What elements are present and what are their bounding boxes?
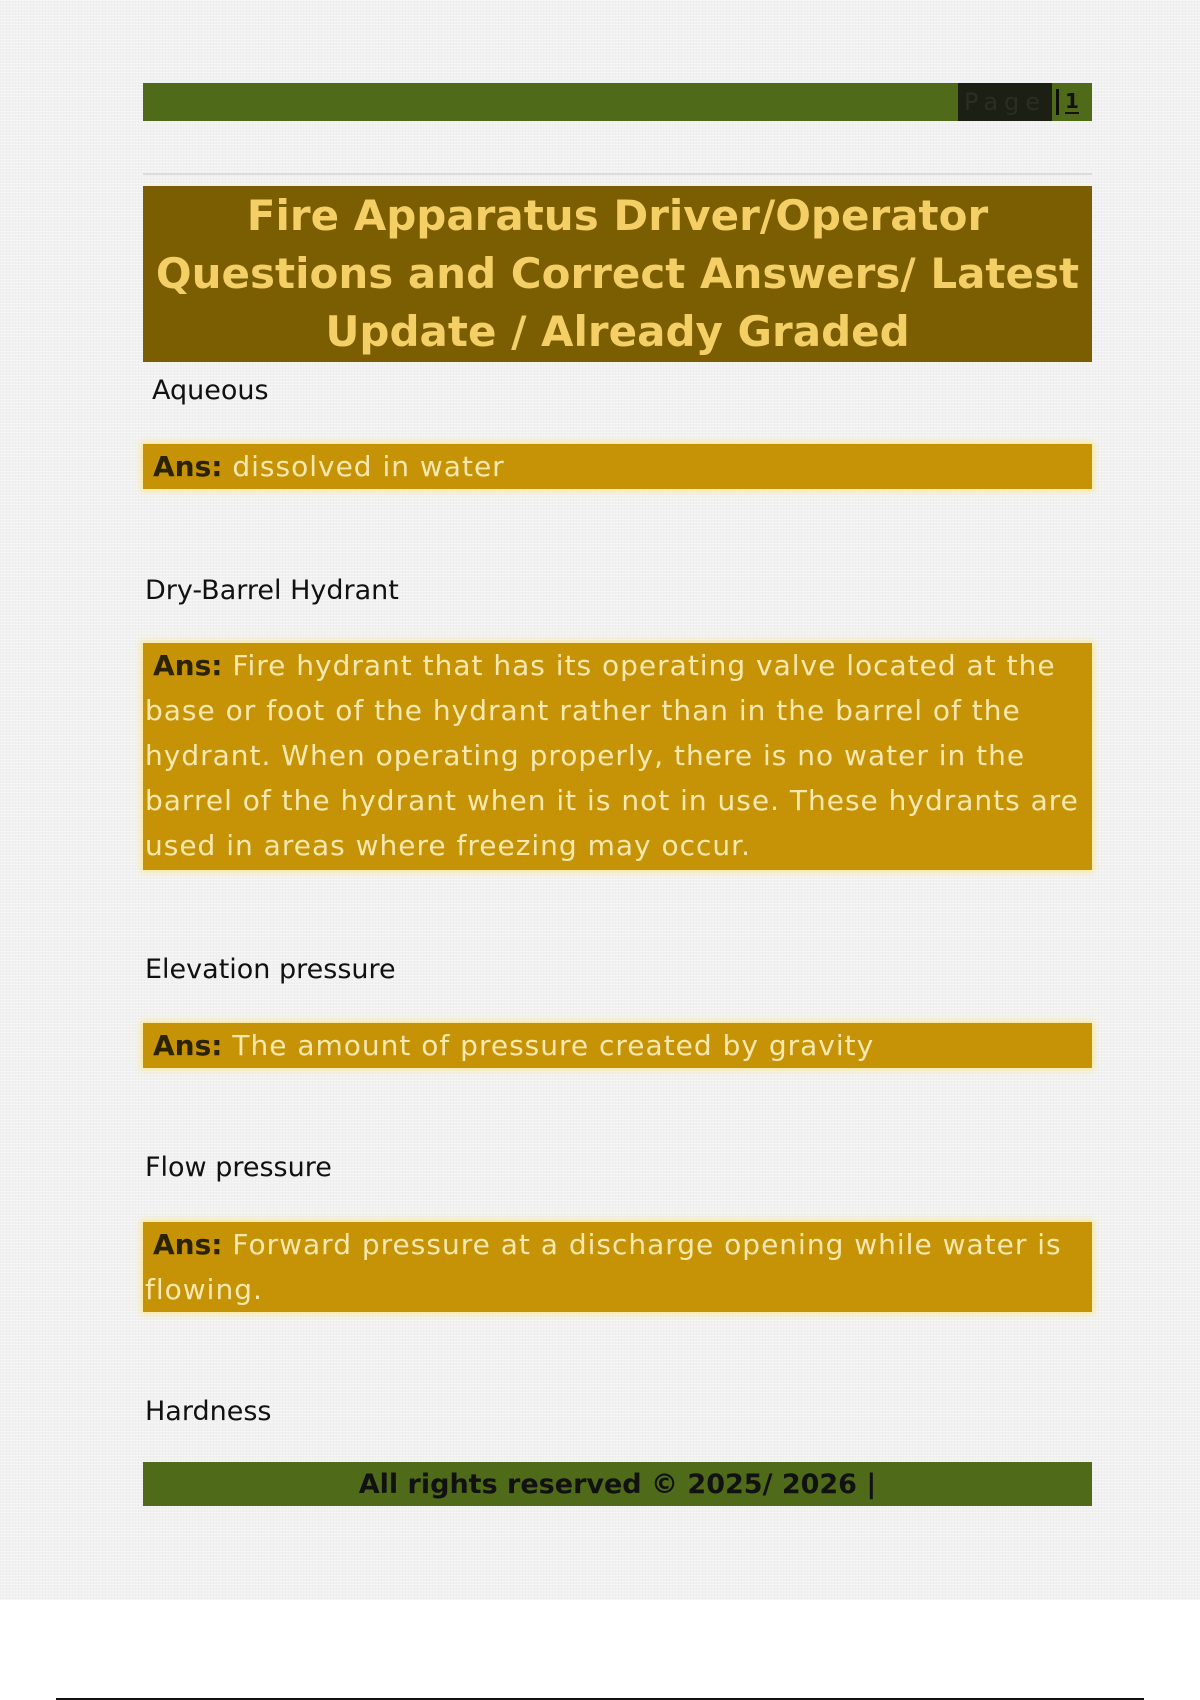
- header-divider: [143, 173, 1092, 175]
- question-term: Elevation pressure: [145, 954, 396, 985]
- title-banner: [143, 186, 1092, 362]
- page-separator: [1056, 89, 1059, 115]
- question-term: Aqueous: [152, 375, 269, 406]
- answer-prefix: Ans:: [153, 1228, 223, 1261]
- answer-prefix: Ans:: [153, 649, 223, 682]
- page-number: 1: [1065, 89, 1079, 113]
- question-term: Dry-Barrel Hydrant: [145, 575, 399, 606]
- answer-prefix: Ans:: [153, 1029, 223, 1062]
- copyright-notice: All rights reserved © 2025/ 2026 |: [358, 1468, 877, 1500]
- page-label: Page: [958, 83, 1052, 121]
- answer-box: [143, 643, 1092, 870]
- answer-prefix: Ans:: [153, 450, 223, 483]
- answer-box: [143, 1023, 1092, 1068]
- page-indicator: [958, 83, 1092, 121]
- page-footer-band: [143, 1462, 1092, 1506]
- answer-box: [143, 444, 1092, 489]
- answer-text: Forward pressure at a discharge opening while water is flowing.: [145, 1228, 1062, 1306]
- question-term: Flow pressure: [145, 1152, 332, 1183]
- answer-text: Fire hydrant that has its operating valve located at the base or foot of the hydrant rather than in the barrel of the hydrant. When operating properly, there is no water in the barrel of the hydrant when it is not in use. These hydrants are used in areas where freezing may occur.: [145, 649, 1079, 862]
- answer-text: dissolved in water: [232, 450, 505, 483]
- document-title: Fire Apparatus Driver/Operator Questions and Correct Answers/ Latest Update / Already Graded: [155, 191, 1080, 356]
- answer-text: The amount of pressure created by gravity: [232, 1029, 875, 1062]
- answer-box: [143, 1222, 1092, 1312]
- question-term: Hardness: [145, 1396, 272, 1427]
- page-header-band: [143, 83, 1092, 121]
